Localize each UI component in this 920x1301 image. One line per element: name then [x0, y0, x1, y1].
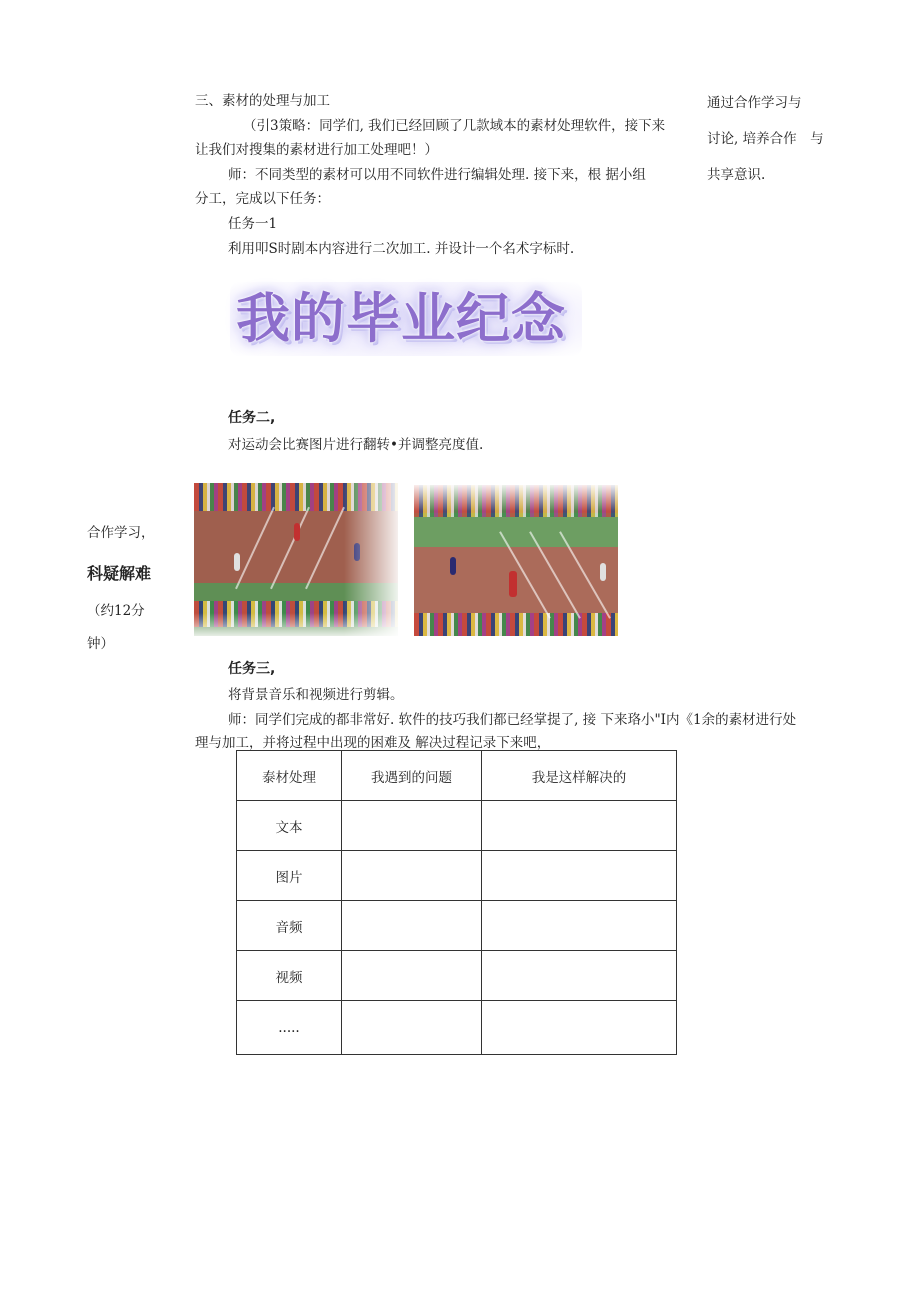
brightened-sports-photo [414, 485, 618, 636]
record-table [236, 750, 677, 1055]
problem-cell[interactable] [342, 851, 482, 901]
row-label-image: 图片 [237, 851, 342, 901]
row-label-more: ..... [237, 1001, 342, 1055]
teacher-line-2: 分工，完成以下任务： [195, 191, 330, 207]
teacher2-line-2: 理与加工，并将过程中出现的困难及 解决过程记录下来吧， [195, 735, 551, 751]
task2-title: 任务二, [228, 410, 276, 426]
left-note-line-2: 科疑解难 [87, 564, 152, 583]
header-material: 泰材处理 [237, 751, 342, 801]
section-title: 三、素材的处理与加工 [195, 93, 330, 109]
task1-description: 利用叩S时剧本内容进行二次加工. 并设计一个名术字标时. [228, 241, 575, 257]
problem-cell[interactable] [342, 901, 482, 951]
intro-line-2: 让我们对搜集的素材进行加工处理吧！） [195, 142, 438, 158]
problem-cell[interactable] [342, 1001, 482, 1055]
solution-cell[interactable] [482, 901, 677, 951]
intro-line-1: （引3策略：同学们, 我们已经回顾了几款域本的素材处理软件，接下来 [243, 118, 666, 134]
solution-cell[interactable] [482, 951, 677, 1001]
right-note-line-3: 共享意识. [707, 167, 766, 183]
row-label-text: 文本 [237, 801, 342, 851]
row-label-video: 视频 [237, 951, 342, 1001]
problem-cell[interactable] [342, 801, 482, 851]
table-header-row [237, 751, 677, 801]
task1-title: 任务一1 [228, 216, 278, 232]
table-row [237, 801, 677, 851]
task3-title: 任务三, [228, 661, 276, 677]
table-row [237, 851, 677, 901]
flipped-sports-photo [194, 483, 398, 636]
table-row [237, 951, 677, 1001]
teacher2-line-1: 师：同学们完成的都非常好. 软件的技巧我们都已经掌提了, 接 下来珞小"I内《1余的素材进行处 [228, 712, 797, 728]
teacher-line-1: 师：不同类型的素材可以用不同软件进行编辑处理. 接下来，根 据小组 [228, 167, 646, 183]
problem-cell[interactable] [342, 951, 482, 1001]
solution-cell[interactable] [482, 801, 677, 851]
left-note-line-3: （约12分 [87, 603, 145, 619]
task2-description: 对运动会比赛图片进行翻转•并调整亮度值. [228, 437, 484, 453]
row-label-audio: 音频 [237, 901, 342, 951]
wordart-image [230, 282, 582, 356]
right-note-line-2: 讨论, 培养合作 与 [707, 131, 824, 147]
right-note-line-1: 通过合作学习与 [707, 95, 802, 111]
table-row [237, 1001, 677, 1055]
table-row [237, 901, 677, 951]
header-problem: 我遇到的问题 [342, 751, 482, 801]
task3-description: 将背景音乐和视频进行剪辑。 [228, 687, 404, 703]
header-solution: 我是这样解决的 [482, 751, 677, 801]
left-note-line-4: 钟） [87, 636, 114, 652]
solution-cell[interactable] [482, 851, 677, 901]
left-note-line-1: 合作学习， [87, 525, 155, 541]
solution-cell[interactable] [482, 1001, 677, 1055]
wordart-text: 我的毕业纪念 [236, 287, 566, 350]
